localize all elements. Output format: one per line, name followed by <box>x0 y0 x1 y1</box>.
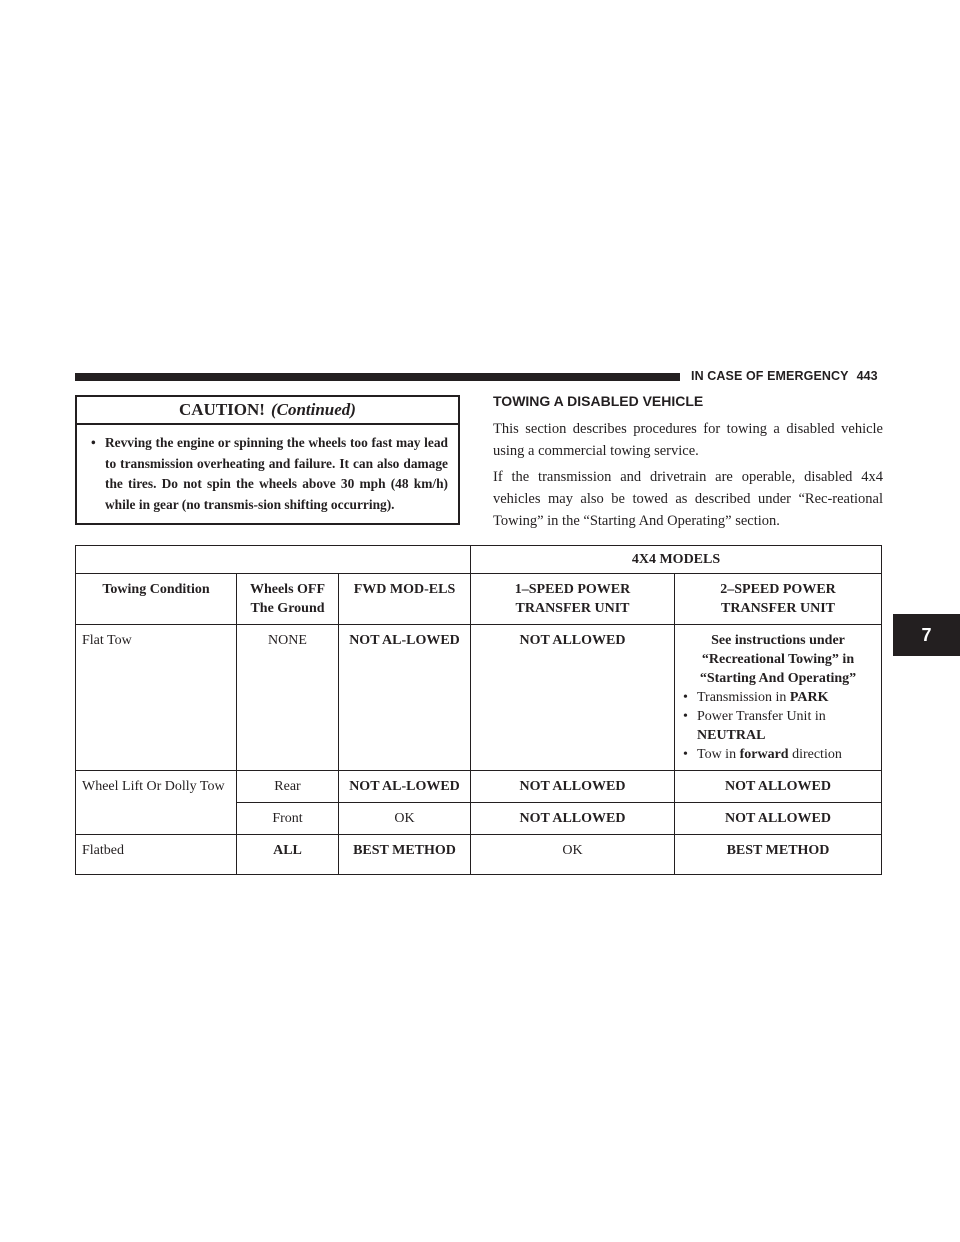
header-fwd-models: FWD MOD-ELS <box>339 574 471 625</box>
row-two-speed: NOT ALLOWED <box>675 771 882 803</box>
table-row <box>76 771 882 803</box>
row-fwd: NOT AL-LOWED <box>339 771 471 803</box>
page-number: 443 <box>856 369 878 383</box>
header-one-speed: 1–SPEED POWER TRANSFER UNIT <box>471 574 675 625</box>
table-empty-cell <box>76 546 471 574</box>
bullet-icon: • <box>683 709 688 724</box>
row-condition: Flatbed <box>76 835 237 875</box>
notes-item: • Tow in forward direction <box>683 747 842 762</box>
row-one-speed: OK <box>471 835 675 875</box>
towing-table <box>75 545 882 875</box>
notes-item: • Power Transfer Unit in NEUTRAL <box>683 709 826 743</box>
row-wheels: Rear <box>237 771 339 803</box>
table-row <box>76 835 882 875</box>
row-two-speed-notes <box>675 625 882 771</box>
running-header <box>691 369 886 383</box>
row-one-speed: NOT ALLOWED <box>471 771 675 803</box>
row-wheels: Front <box>237 803 339 835</box>
table-group-header: 4X4 MODELS <box>471 546 882 574</box>
caution-box <box>75 395 460 525</box>
row-two-speed: NOT ALLOWED <box>675 803 882 835</box>
table-header-row <box>76 574 882 625</box>
header-two-speed: 2–SPEED POWER TRANSFER UNIT <box>675 574 882 625</box>
row-fwd: BEST METHOD <box>339 835 471 875</box>
notes-item: • Transmission in PARK <box>683 690 829 705</box>
caution-title <box>77 397 458 425</box>
caution-text: Revving the engine or spinning the wheels too fast may lead to transmission overheating and failure. It can also damage the tires. Do not spin the wheels above 30 mph (48 km/h) while in gear (no transmis-sion shifting occurring). <box>105 435 448 512</box>
paragraph-recreational: If the transmission and drivetrain are operable, disabled 4x4 vehicles may also be towed as described under “Rec-reational Towing” in the “Starting And Operating” section. <box>493 469 883 529</box>
row-one-speed: NOT ALLOWED <box>471 803 675 835</box>
row-fwd: NOT AL-LOWED <box>339 625 471 771</box>
notes-heading: See instructions under “Recreational Towing” in “Starting And Operating” <box>699 633 857 686</box>
chapter-tab: 7 <box>893 614 960 656</box>
header-wheels-off: Wheels OFF The Ground <box>237 574 339 625</box>
caution-title-text: CAUTION! <box>179 400 265 419</box>
row-condition: Flat Tow <box>76 625 237 771</box>
row-two-speed: BEST METHOD <box>675 835 882 875</box>
header-towing-condition: Towing Condition <box>76 574 237 625</box>
row-one-speed: NOT ALLOWED <box>471 625 675 771</box>
caution-continued: (Continued) <box>270 400 356 419</box>
table-group-header-row <box>76 546 882 574</box>
caution-body <box>77 425 458 515</box>
bullet-icon: • <box>683 690 688 705</box>
bullet-icon: • <box>91 435 96 450</box>
section-heading: TOWING A DISABLED VEHICLE <box>493 393 704 409</box>
table-row <box>76 625 882 771</box>
bullet-icon: • <box>683 747 688 762</box>
row-wheels: ALL <box>237 835 339 875</box>
row-condition: Wheel Lift Or Dolly Tow <box>76 771 237 835</box>
row-wheels: NONE <box>237 625 339 771</box>
header-section-title: IN CASE OF EMERGENCY <box>691 369 849 383</box>
row-fwd: OK <box>339 803 471 835</box>
paragraph-intro: This section describes procedures for towing a disabled vehicle using a commercial towing service. <box>493 421 883 459</box>
header-rule <box>75 373 680 381</box>
